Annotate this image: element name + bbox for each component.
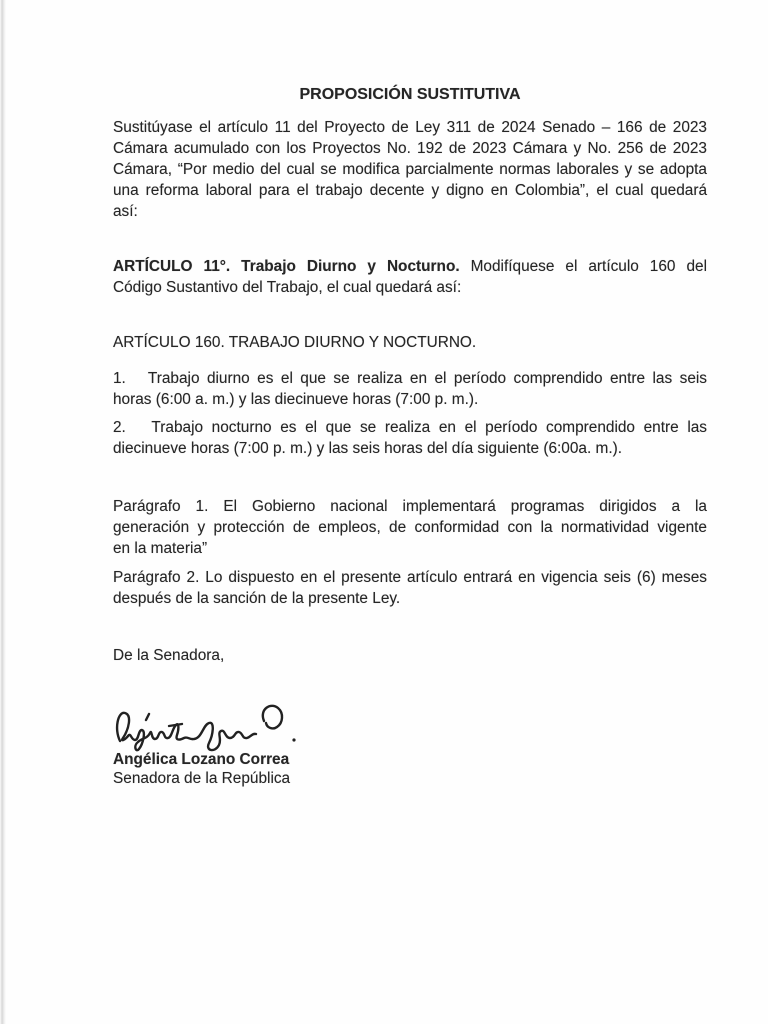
text-line: Cámara, “Por medio del cual se modifica parcialmente normas laborales y se adopta	[113, 161, 707, 178]
text-line: Parágrafo 1. El Gobierno nacional implementará programas dirigidos a la	[113, 498, 707, 515]
text-line: Sustitúyase el artículo 11 del Proyecto de Ley 311 de 2024 Senado – 166 de 2023	[113, 119, 707, 136]
text-line: 2. Trabajo nocturno es el que se realiza en el período comprendido entre las	[113, 419, 707, 436]
text-line: en la materia”	[113, 540, 208, 557]
signature-salutation: De la Senadora,	[113, 647, 225, 664]
paragraph-articulo-160	[113, 332, 707, 353]
text-line: ARTÍCULO 160. TRABAJO DIURNO Y NOCTURNO.	[113, 334, 477, 351]
paragraph-numeral-2	[113, 417, 707, 459]
paragraph-paragrafo-1	[113, 496, 707, 559]
text-line: generación y protección de empleos, de conformidad con la normatividad vigente	[113, 519, 707, 536]
text-line: así:	[113, 203, 138, 220]
paragraph-paragrafo-2	[113, 567, 707, 609]
paragraph-intro	[113, 117, 707, 222]
signatory-name: Angélica Lozano Correa	[113, 751, 290, 768]
text-line: Cámara acumulado con los Proyectos No. 192 de 2023 Cámara y No. 256 de 2023	[113, 140, 707, 157]
signatory-role: Senadora de la República	[113, 770, 291, 787]
handwritten-signature-image	[112, 698, 310, 756]
text-line: Parágrafo 2. Lo dispuesto en el presente artículo entrará en vigencia seis (6) meses	[113, 569, 707, 586]
text-line: después de la sanción de la presente Ley.	[113, 590, 401, 607]
text-line: una reforma laboral para el trabajo decente y digno en Colombia”, el cual quedará	[113, 182, 707, 199]
text-line: ARTÍCULO 11°. Trabajo Diurno y Nocturno. Modifíquese el artículo 160 del	[113, 258, 707, 275]
document-title: PROPOSICIÓN SUSTITUTIVA	[299, 86, 521, 103]
text-line: Código Sustantivo del Trabajo, el cual quedará así:	[113, 279, 462, 296]
text-line: 1. Trabajo diurno es el que se realiza en el período comprendido entre las seis	[113, 370, 707, 387]
scan-edge-artifact	[0, 0, 6, 1024]
paragraph-articulo-11	[113, 256, 707, 298]
text-line: diecinueve horas (7:00 p. m.) y las seis horas del día siguiente (6:00a. m.).	[113, 440, 623, 457]
paragraph-numeral-1	[113, 368, 707, 410]
text-line: horas (6:00 a. m.) y las diecinueve horas (7:00 p. m.).	[113, 391, 479, 408]
